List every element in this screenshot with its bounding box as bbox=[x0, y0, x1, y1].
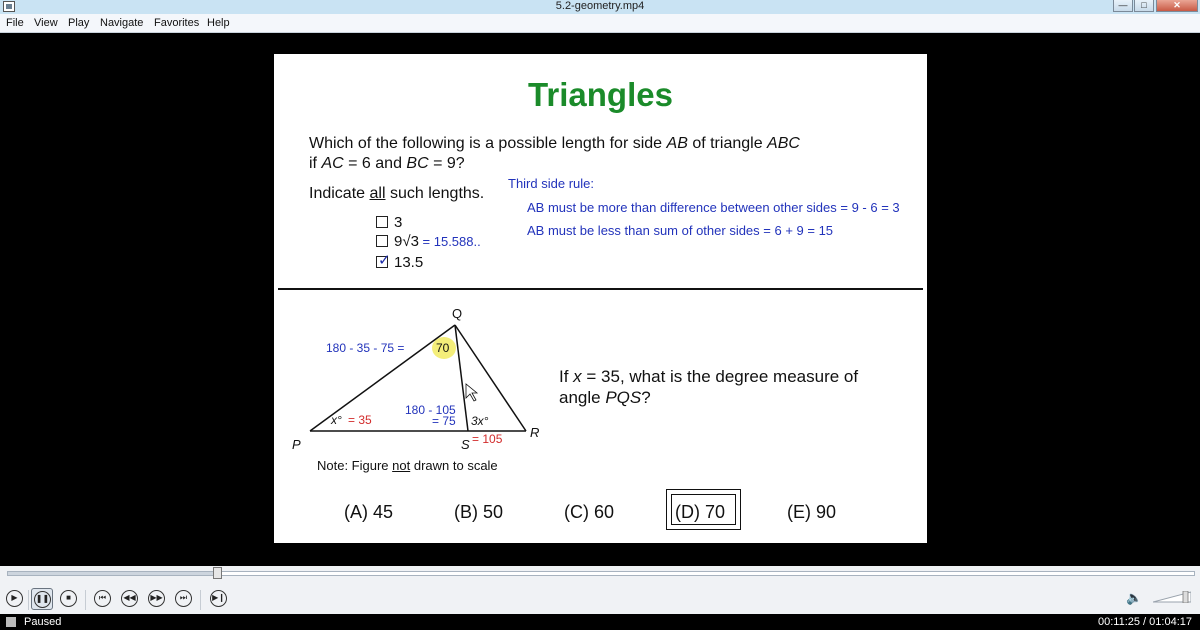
choice-item: 3 bbox=[376, 214, 402, 231]
separator bbox=[28, 590, 29, 610]
answer-option: (A) 45 bbox=[344, 502, 394, 522]
answer-option-selected: (D) 70 bbox=[675, 502, 726, 522]
seek-bar[interactable] bbox=[7, 571, 1195, 576]
menu-play[interactable]: Play bbox=[68, 17, 90, 29]
stop-button[interactable] bbox=[58, 588, 80, 610]
vertex-s: S bbox=[461, 437, 470, 452]
play-button[interactable] bbox=[4, 588, 26, 610]
pause-button[interactable] bbox=[31, 588, 53, 610]
menu-help[interactable]: Help bbox=[207, 17, 230, 29]
vertex-q: Q bbox=[452, 306, 463, 321]
question-1: Which of the following is a possible length for side AB of triangle ABC if AC = 6 and BC = 9? bbox=[309, 135, 800, 172]
instruction: Indicate all such lengths. bbox=[309, 185, 485, 202]
checkmark-icon: ✓ bbox=[378, 252, 391, 269]
seek-thumb[interactable] bbox=[213, 567, 222, 579]
checkbox-unchecked bbox=[376, 216, 388, 228]
choice-item: 9√3 = 15.588.. bbox=[376, 233, 481, 250]
separator bbox=[85, 590, 86, 610]
slide-heading: Triangles bbox=[528, 76, 673, 113]
skip-back-icon: ⏮ bbox=[94, 590, 111, 607]
rewind-icon: ◀◀ bbox=[121, 590, 138, 607]
checkbox-unchecked bbox=[376, 235, 388, 247]
status-bar bbox=[0, 614, 1200, 630]
triangle-diagram bbox=[274, 294, 559, 469]
play-icon: ▶ bbox=[6, 590, 23, 607]
answer-option: (B) 50 bbox=[454, 502, 504, 522]
volume-slider[interactable] bbox=[1153, 591, 1191, 603]
rule-title: Third side rule: bbox=[508, 176, 594, 191]
window-title: 5.2-geometry.mp4 bbox=[555, 0, 645, 12]
angle-3x-label: 3x° bbox=[471, 414, 489, 428]
mouse-cursor-icon bbox=[466, 384, 477, 401]
divider bbox=[278, 288, 923, 290]
rule-line: AB must be less than sum of other sides = 6 + 9 = 15 bbox=[527, 223, 834, 238]
annotation-mid-1: 180 - 105 bbox=[405, 403, 456, 417]
annotation-mid-2: = 75 bbox=[432, 414, 456, 428]
checkbox-checked bbox=[376, 252, 391, 269]
fast-forward-button[interactable] bbox=[146, 588, 168, 610]
vertex-r: R bbox=[530, 425, 540, 440]
skip-forward-button[interactable] bbox=[173, 588, 195, 610]
figure-note: Note: Figure not drawn to scale bbox=[317, 458, 498, 473]
status-text: Paused bbox=[24, 616, 62, 628]
angle-x-label: x° bbox=[331, 413, 342, 427]
minimize-button[interactable]: — bbox=[1113, 0, 1133, 12]
menu-navigate[interactable]: Navigate bbox=[100, 17, 144, 29]
menu-view[interactable]: View bbox=[34, 17, 58, 29]
fast-forward-icon: ▶▶ bbox=[148, 590, 165, 607]
title-bar bbox=[0, 0, 1200, 14]
menu-bar bbox=[0, 14, 1200, 33]
player-controls bbox=[0, 566, 1200, 614]
skip-back-button[interactable] bbox=[92, 588, 114, 610]
seek-progress bbox=[8, 572, 221, 575]
time-display: 00:11:25 / 01:04:17 bbox=[1098, 616, 1192, 628]
volume-thumb[interactable] bbox=[1183, 591, 1188, 603]
status-icon bbox=[6, 617, 16, 627]
video-frame[interactable] bbox=[274, 54, 927, 543]
choice-item: ✓ 13.5 bbox=[378, 252, 424, 271]
answer-option: (E) 90 bbox=[787, 502, 837, 522]
angle-x-value: = 35 bbox=[348, 413, 372, 427]
angle-3x-value: = 105 bbox=[472, 432, 503, 446]
rewind-button[interactable] bbox=[119, 588, 141, 610]
vertex-p: P bbox=[292, 437, 301, 452]
maximize-button[interactable]: □ bbox=[1134, 0, 1154, 12]
annotation-top-value: 70 bbox=[436, 341, 450, 355]
rule-line: AB must be more than difference between other sides = 9 - 6 = 3 bbox=[527, 200, 900, 215]
stop-icon: ■ bbox=[60, 590, 77, 607]
answer-option: (C) 60 bbox=[564, 502, 615, 522]
pause-icon: ❚❚ bbox=[34, 591, 51, 608]
separator bbox=[200, 590, 201, 610]
frame-step-button[interactable] bbox=[208, 588, 230, 610]
skip-forward-icon: ⏭ bbox=[175, 590, 192, 607]
close-button[interactable]: ✕ bbox=[1156, 0, 1198, 12]
annotation-top: 180 - 35 - 75 = bbox=[326, 341, 405, 355]
frame-step-icon: ▶❙ bbox=[210, 590, 227, 607]
menu-favorites[interactable]: Favorites bbox=[154, 17, 200, 29]
volume-icon[interactable]: 🔈 bbox=[1126, 590, 1143, 605]
choice-annotation: = 15.588.. bbox=[418, 234, 481, 249]
menu-file[interactable]: File bbox=[6, 17, 24, 29]
question-2: If x = 35, what is the degree measure of angle PQS? bbox=[559, 367, 859, 407]
